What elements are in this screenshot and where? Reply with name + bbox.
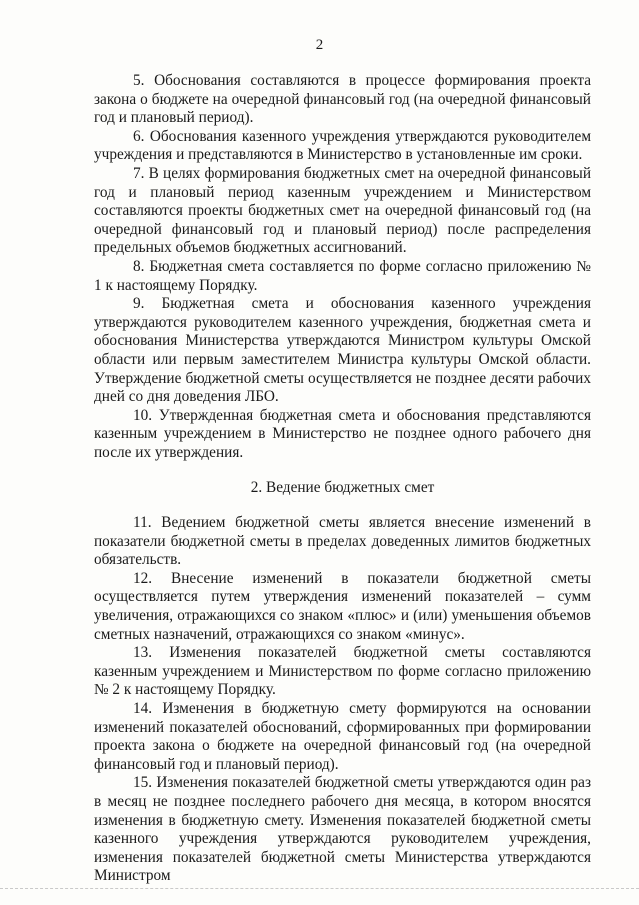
page-bottom-edge (0, 888, 639, 889)
paragraph-14: 14. Изменения в бюджетную смету формируются на основании изменений показателей обоснований, сформированных при формировании проекта закона о бюджете на очередной финансовый год (на очередной финансовый год и плановый период). (94, 700, 591, 773)
paragraph-5: 5. Обоснования составляются в процессе формирования проекта закона о бюджете на очередной финансовый год (на очередной финансовый год и плановый период). (94, 72, 591, 127)
paragraph-12: 12. Внесение изменений в показатели бюджетной сметы осуществляется путем утверждения изменений показателей – сумм увеличения, отражающихся со знаком «плюс» и (или) уменьшения объемов сметных назначений, отражающихся со знаком «минус». (94, 569, 591, 643)
paragraph-9: 9. Бюджетная смета и обоснования казенного учреждения утверждаются руководителем казенного учреждения, бюджетная смета и обоснования Министерства утверждаются Министром культуры Омской области или первым заместителем Министра культуры Омской области. Утверждение бюджетной сметы осуществляется не позднее десяти рабочих дней со дня доведения ЛБО. (94, 295, 591, 406)
paragraph-8: 8. Бюджетная смета составляется по форме согласно приложению № 1 к настоящему Порядку. (94, 257, 591, 294)
page-number: 2 (315, 37, 324, 53)
paragraph-10: 10. Утвержденная бюджетная смета и обоснования представляются казенным учреждением в Министерство не позднее одного рабочего дня после их утверждения. (94, 406, 591, 461)
paragraph-15: 15. Изменения показателей бюджетной сметы утверждаются один раз в месяц не позднее последнего рабочего дня месяца, в котором вносятся изменения в бюджетную смету. Изменения показателей бюджетной сметы казенного учреждения утверждаются руководителем учреждения, изменения показателей бюджетной сметы Министерства утверждаются Министром (94, 774, 591, 885)
paragraph-6: 6. Обоснования казенного учреждения утверждаются руководителем учреждения и представляются в Министерство в установленные им сроки. (94, 127, 591, 164)
document-body (94, 72, 591, 886)
paragraph-7: 7. В целях формирования бюджетных смет на очередной финансовый год и плановый период казенным учреждением и Министерством составляются проекты бюджетных смет на очередной финансовый год (на очередной финансовый год и плановый период) после распределения предельных объемов бюджетных ассигнований. (94, 164, 591, 257)
paragraph-13: 13. Изменения показателей бюджетной сметы составляются казенным учреждением и Министерством по форме согласно приложению № 2 к настоящему Порядку. (94, 644, 591, 699)
section-heading: 2. Ведение бюджетных смет (250, 479, 435, 497)
paragraph-11: 11. Ведением бюджетной сметы является внесение изменений в показатели бюджетной сметы в пределах доведенных лимитов бюджетных обязательств. (94, 514, 591, 569)
